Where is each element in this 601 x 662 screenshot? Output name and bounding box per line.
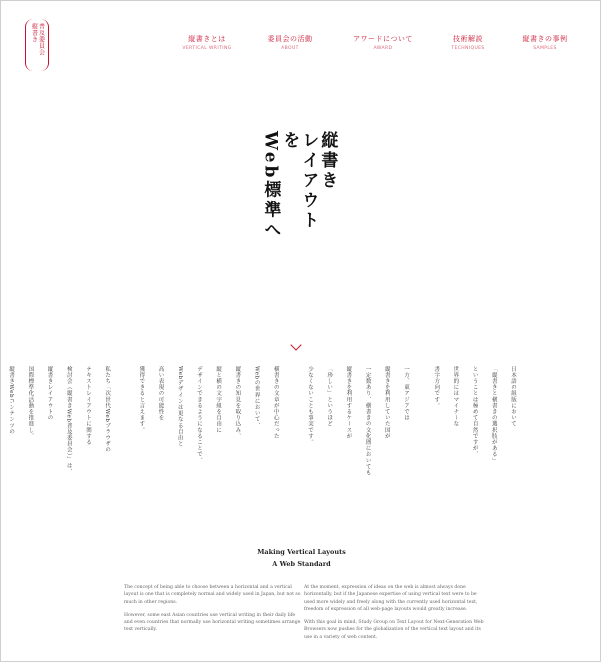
body-line: 日本語の組版において [510, 366, 516, 427]
intro-vertical-text [8, 366, 517, 481]
body-line: Webデザインは更なる自由と [176, 366, 183, 447]
english-title [1, 546, 601, 570]
nav-item-vertical-writing[interactable] [171, 34, 243, 51]
body-line: 少なくないことも事実です。 [306, 366, 313, 446]
body-line: 縦書きWebコンテンツの [8, 366, 15, 435]
english-text-right [304, 584, 484, 647]
english-title-line-1: Making Vertical Layouts [257, 548, 346, 557]
nav-sublabel: AWARD [373, 46, 393, 51]
nav-sublabel: SAMPLES [533, 46, 557, 51]
nav-label: 縦書きの事例 [522, 35, 568, 43]
nav-label: 委員会の活動 [267, 35, 313, 43]
logo-line-2: 普及委員会 [37, 23, 45, 56]
body-line: 高い表現の可能性を [157, 366, 164, 421]
english-paragraph: However, some east Asian countries use vertical writing in their daily life and even countries that normally use horizontal writing sometimes arrange text vertically. [124, 612, 301, 633]
english-paragraph: The concept of being able to choose between a horizontal and a vertical layout is one that is completely normal and widely used in Japan, but not so much in other regions. [124, 585, 301, 605]
english-title-line-2: A Web Standard [272, 560, 331, 569]
body-line: 縦書きの知見を取り込み、 [234, 366, 241, 440]
body-line: 一方、東アジアでは [402, 366, 409, 421]
body-line: 国際標準化活動を推進し、 [27, 366, 34, 440]
english-paragraph: With this goal in mind, Study Group on Text Layout for Next-Generation Web Browsers now pushes for the globalization of the vertical text layout and its use in a variety of web content. [304, 620, 484, 640]
body-line: 縦書きを利用するケースが [345, 366, 352, 440]
body-line: 私たち「次世代Webブラウザの [104, 366, 111, 453]
global-nav [1, 34, 601, 54]
body-line: 獲得できると言えます。 [138, 366, 145, 434]
logo-line-1: 縦書き [30, 23, 38, 43]
nav-sublabel: TECHNIQUES [451, 46, 485, 51]
body-line: 縦書きレイアウトの [46, 366, 53, 421]
body-line: 「珍しい」というほど [326, 366, 333, 427]
nav-label: 縦書きとは [188, 35, 226, 43]
nav-item-about[interactable] [259, 34, 321, 51]
chevron-down-icon[interactable] [290, 339, 301, 350]
body-line: ということは極めて自然ですが、 [471, 366, 478, 458]
nav-item-samples[interactable] [515, 34, 575, 51]
body-line: 縦と横の文字組を自由に [215, 366, 222, 434]
nav-sublabel: VERTICAL WRITING [182, 46, 232, 51]
nav-item-techniques[interactable] [442, 34, 494, 51]
headline-line-2: レイアウトを [279, 131, 319, 231]
body-line: 書字方向です。 [433, 366, 440, 409]
english-paragraph: At the moment, expression of ideas on the web is almost always done horizontally, but if the Japanese expertise of using vertical text were to be used more widely and freely along with the currently used horizontal text, freedom of expression of all web-page layouts would greatly increase. [304, 585, 478, 612]
body-line: 検討会（縦書きWeb普及委員会）」は、 [65, 366, 72, 475]
body-line: 横書きの文章が中心だった [272, 366, 279, 440]
english-text-left [124, 584, 304, 640]
body-line: デザインできるようになることで、 [195, 366, 202, 464]
nav-item-award[interactable] [346, 34, 420, 51]
body-line: Webの世界において、 [253, 366, 260, 429]
nav-label: 技術解説 [453, 35, 483, 43]
headline-line-3: Web標準へ [260, 131, 281, 241]
page-headline [260, 131, 336, 241]
body-line: 縦書きを利用していた国が [383, 366, 390, 440]
body-line: テキストレイアウトに関する [84, 366, 91, 446]
body-line: 「縦書きと横書きの選択肢がある」 [490, 366, 497, 464]
nav-label: アワードについて [353, 35, 413, 43]
headline-line-1: 縦書き [317, 131, 338, 191]
body-line: 世界的にはマイナーな [452, 366, 459, 427]
body-line: 一定数あり、横書きの文化圏においても [364, 366, 371, 476]
nav-sublabel: ABOUT [281, 46, 299, 51]
